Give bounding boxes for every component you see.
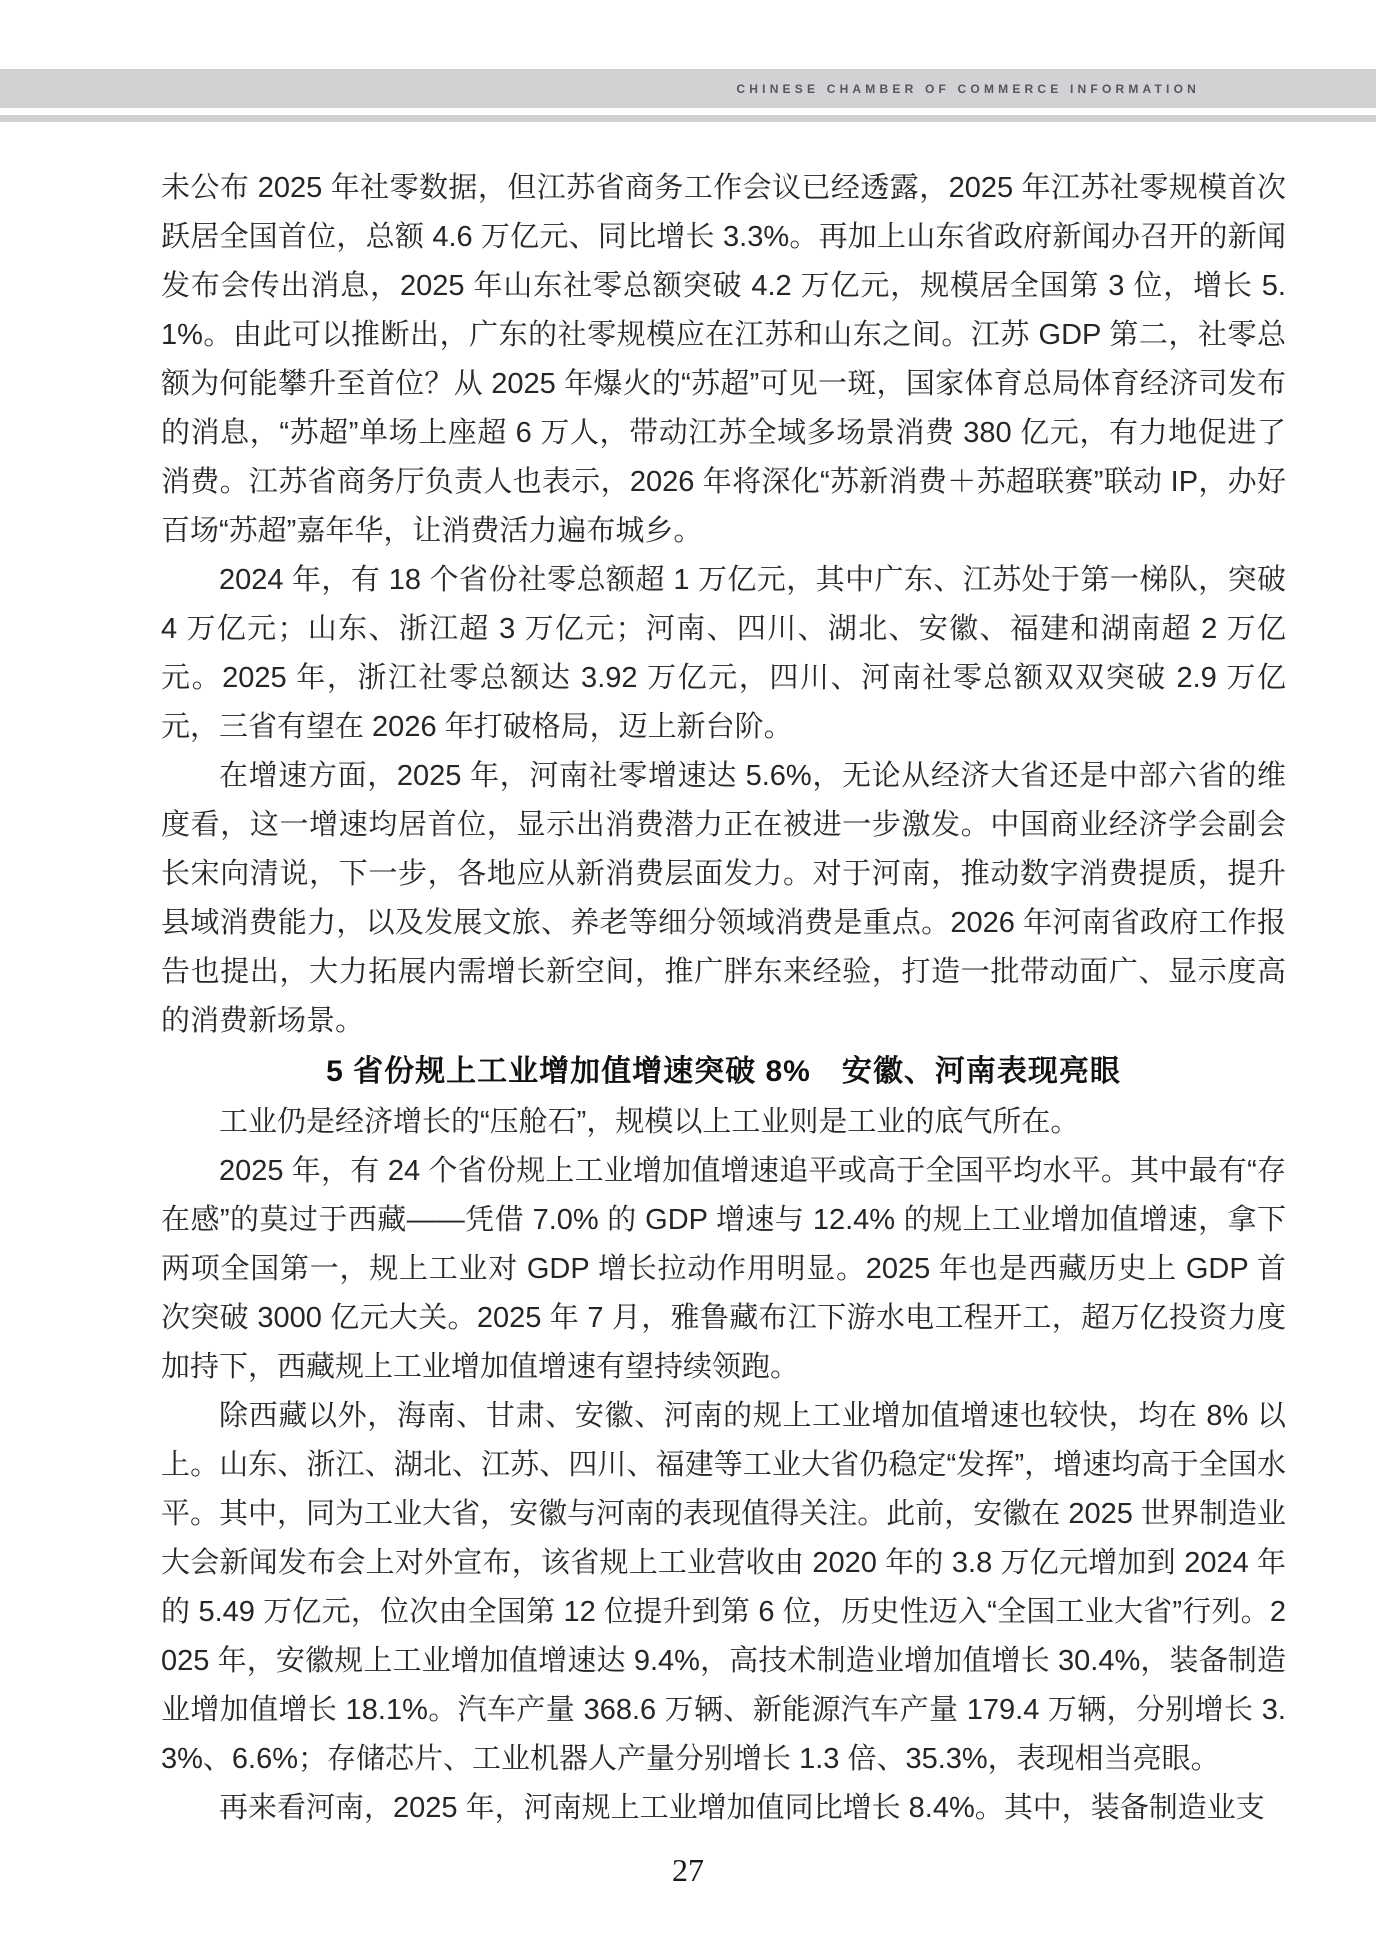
article-body (161, 164, 1286, 1833)
body-paragraph: 在增速方面，2025 年，河南社零增速达 5.6%，无论从经济大省还是中部六省的维度看，这一增速均居首位，显示出消费潜力正在被进一步激发。中国商业经济学会副会长宋向清说，下一步，各地应从新消费层面发力。对于河南，推动数字消费提质，提升县域消费能力，以及发展文旅、养老等细分领域消费是重点。2026 年河南省政府工作报告也提出，大力拓展内需增长新空间，推广胖东来经验，打造一批带动面广、显示度高的消费新场景。 (161, 760, 1286, 1037)
body-paragraph: 工业仍是经济增长的“压舱石”，规模以上工业则是工业的底气所在。 (219, 1106, 1080, 1138)
header-band (0, 69, 1376, 108)
header-rule (0, 115, 1376, 122)
section-heading: 5 省份规上工业增加值增速突破 8% 安徽、河南表现亮眼 (326, 1055, 1121, 1088)
masthead-text: CHINESE CHAMBER OF COMMERCE INFORMATION (736, 81, 1200, 96)
body-paragraph: 未公布 2025 年社零数据，但江苏省商务工作会议已经透露，2025 年江苏社零规模首次跃居全国首位，总额 4.6 万亿元、同比增长 3.3%。再加上山东省政府新闻办召开的新闻发布会传出消息，2025 年山东社零总额突破 4.2 万亿元，规模居全国第 3 位，增长 5.1%。由此可以推断出，广东的社零规模应在江苏和山东之间。江苏 GDP 第二，社零总额为何能攀升至首位？从 2025 年爆火的“苏超”可见一斑，国家体育总局体育经济司发布的消息，“苏超”单场上座超 6 万人，带动江苏全域多场景消费 380 亿元，有力地促进了消费。江苏省商务厅负责人也表示，2026 年将深化“苏新消费＋苏超联赛”联动 IP，办好百场“苏超”嘉年华，让消费活力遍布城乡。 (161, 172, 1286, 547)
page-number: 27 (672, 1852, 704, 1888)
body-paragraph: 2024 年，有 18 个省份社零总额超 1 万亿元，其中广东、江苏处于第一梯队，突破 4 万亿元；山东、浙江超 3 万亿元；河南、四川、湖北、安徽、福建和湖南超 2 万亿元。2025 年，浙江社零总额达 3.92 万亿元，四川、河南社零总额双双突破 2.9 万亿元，三省有望在 2026 年打破格局，迈上新台阶。 (161, 564, 1286, 743)
body-paragraph: 2025 年，有 24 个省份规上工业增加值增速追平或高于全国平均水平。其中最有“存在感”的莫过于西藏——凭借 7.0% 的 GDP 增速与 12.4% 的规上工业增加值增速，拿下两项全国第一，规上工业对 GDP 增长拉动作用明显。2025 年也是西藏历史上 GDP 首次突破 3000 亿元大关。2025 年 7 月，雅鲁藏布江下游水电工程开工，超万亿投资力度加持下，西藏规上工业增加值增速有望持续领跑。 (161, 1155, 1286, 1383)
body-paragraph: 除西藏以外，海南、甘肃、安徽、河南的规上工业增加值增速也较快，均在 8% 以上。山东、浙江、湖北、江苏、四川、福建等工业大省仍稳定“发挥”，增速均高于全国水平。其中，同为工业大省，安徽与河南的表现值得关注。此前，安徽在 2025 世界制造业大会新闻发布会上对外宣布，该省规上工业营收由 2020 年的 3.8 万亿元增加到 2024 年的 5.49 万亿元，位次由全国第 12 位提升到第 6 位，历史性迈入“全国工业大省”行列。2025 年，安徽规上工业增加值增速达 9.4%，高技术制造业增加值增长 30.4%，装备制造业增加值增长 18.1%。汽车产量 368.6 万辆、新能源汽车产量 179.4 万辆，分别增长 3.3%、6.6%；存储芯片、工业机器人产量分别增长 1.3 倍、35.3%，表现相当亮眼。 (161, 1400, 1286, 1775)
body-paragraph: 再来看河南，2025 年，河南规上工业增加值同比增长 8.4%。其中，装备制造业支 (219, 1792, 1265, 1824)
